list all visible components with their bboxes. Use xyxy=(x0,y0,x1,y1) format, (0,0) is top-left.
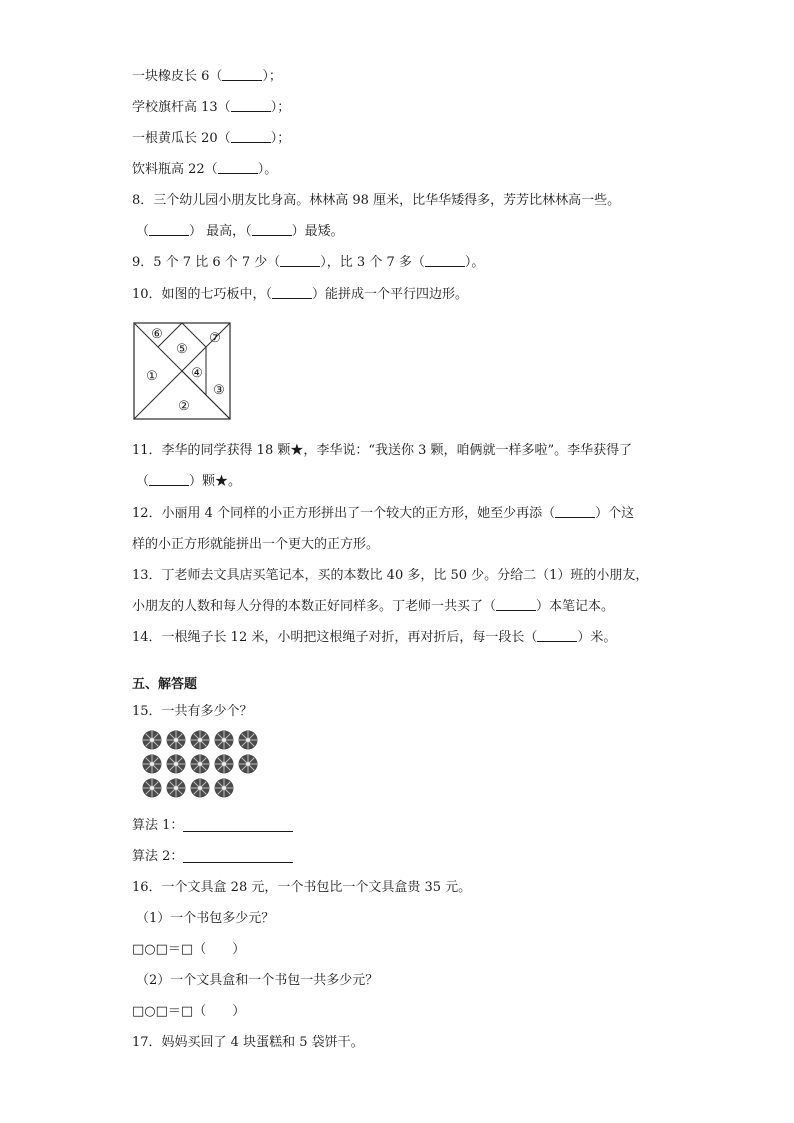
unit-item-bottle xyxy=(132,161,277,179)
tangram-figure xyxy=(133,322,233,422)
method-1 xyxy=(132,817,293,835)
text: 算法 2： xyxy=(132,849,184,864)
unit-item-cucumber xyxy=(132,130,290,148)
answer-blank[interactable] xyxy=(149,223,189,236)
flower-badge-icon xyxy=(190,754,210,774)
answer-blank[interactable] xyxy=(252,223,292,236)
question-11-answer xyxy=(136,473,241,491)
unit-item-eraser xyxy=(132,68,282,86)
flower-badge-icon xyxy=(214,730,234,750)
answer-blank[interactable] xyxy=(272,286,312,299)
flower-badge-icon xyxy=(142,778,162,798)
answer-blank[interactable] xyxy=(231,130,271,143)
text: （ xyxy=(136,224,150,239)
question-8: 8．三个幼儿园小朋友比身高。林林高 98 厘米，比华华矮得多，芳芳比林林高一些。 xyxy=(132,193,621,208)
text: 小朋友的人数和每人分得的本数正好同样多。丁老师一共买了（ xyxy=(132,599,497,614)
answer-blank[interactable] xyxy=(496,598,536,611)
text: 算法 1： xyxy=(132,818,184,833)
text: 学校旗杆高 13（ xyxy=(132,100,231,115)
tangram-label: ③ xyxy=(213,383,225,398)
answer-line[interactable] xyxy=(183,817,293,832)
flower-badge-icon xyxy=(190,730,210,750)
text: ）颗★。 xyxy=(189,474,242,489)
answer-blank[interactable] xyxy=(149,473,189,486)
question-17: 17．妈妈买回了 4 块蛋糕和 5 袋饼干。 xyxy=(132,1035,364,1050)
answer-blank[interactable] xyxy=(537,629,577,642)
text: ）； xyxy=(270,100,291,115)
question-12 xyxy=(132,505,634,523)
equation-line[interactable]: □○□＝□（ ） xyxy=(132,1004,246,1019)
flower-badge-icon xyxy=(166,730,186,750)
flower-badge-icon xyxy=(142,730,162,750)
question-11: 11．李华的同学获得 18 颗★，李华说：“我送你 3 颗，咱俩就一样多啦”。李华获得了 xyxy=(132,443,633,458)
question-14 xyxy=(132,629,616,647)
answer-blank[interactable] xyxy=(218,161,258,174)
question-13: 13．丁老师去文具店买笔记本，买的本数比 40 多，比 50 少。分给二（1）班的小朋友， xyxy=(132,568,649,583)
badge-row xyxy=(142,778,272,798)
text: ）； xyxy=(262,69,282,84)
text: 一根黄瓜长 20（ xyxy=(132,131,231,146)
tangram-label: ② xyxy=(178,399,190,414)
text: ）本笔记本。 xyxy=(536,599,615,614)
question-12-cont: 样的小正方形就能拼出一个更大的正方形。 xyxy=(132,537,380,552)
equation-line[interactable]: □○□＝□（ ） xyxy=(132,942,246,957)
answer-blank[interactable] xyxy=(222,68,262,81)
text: ）。 xyxy=(257,162,278,177)
text: 一块橡皮长 6（ xyxy=(132,69,223,84)
tangram-label: ⑥ xyxy=(151,327,163,342)
unit-item-flagpole xyxy=(132,99,290,117)
flower-badge-icon xyxy=(190,778,210,798)
tangram-label: ⑦ xyxy=(209,331,221,346)
question-15: 15．一共有多少个？ xyxy=(132,704,253,719)
question-16: 16．一个文具盒 28 元，一个书包比一个文具盒贵 35 元。 xyxy=(132,880,472,895)
answer-blank[interactable] xyxy=(280,254,320,267)
section-heading: 五、解答题 xyxy=(132,677,198,692)
text: 饮料瓶高 22（ xyxy=(132,162,218,177)
text: 12．小丽用 4 个同样的小正方形拼出了一个较大的正方形，她至少再添（ xyxy=(132,506,556,521)
question-8-answer xyxy=(136,223,344,241)
flower-badge-icon xyxy=(166,754,186,774)
flower-badge-icon xyxy=(214,754,234,774)
flower-badge-icon xyxy=(142,754,162,774)
badge-group xyxy=(142,730,272,802)
tangram-label: ⑤ xyxy=(176,342,188,357)
flower-badge-icon xyxy=(238,754,258,774)
text: ）。 xyxy=(464,255,485,270)
method-2 xyxy=(132,848,293,866)
question-16-part2: （2）一个文具盒和一个书包一共多少元？ xyxy=(136,973,379,988)
tangram-label: ① xyxy=(146,369,158,384)
text: ），比 3 个 7 多（ xyxy=(320,255,425,270)
tangram-label: ④ xyxy=(191,366,203,381)
question-13-cont xyxy=(132,598,614,616)
text: ）能拼成一个平行四边形。 xyxy=(312,287,469,302)
text: ）个这 xyxy=(595,506,635,521)
text: 10．如图的七巧板中，（ xyxy=(132,287,273,302)
text: ） 最高，（ xyxy=(189,224,252,239)
answer-line[interactable] xyxy=(183,848,293,863)
answer-blank[interactable] xyxy=(555,505,595,518)
badge-row xyxy=(142,754,272,774)
text: （ xyxy=(136,474,150,489)
question-10 xyxy=(132,286,468,304)
text: ）最矮。 xyxy=(291,224,344,239)
flower-badge-icon xyxy=(166,778,186,798)
question-9 xyxy=(132,254,484,272)
text: ）米。 xyxy=(577,630,617,645)
flower-badge-icon xyxy=(214,778,234,798)
answer-blank[interactable] xyxy=(231,99,271,112)
text: 9．5 个 7 比 6 个 7 少（ xyxy=(132,255,281,270)
text: ）； xyxy=(270,131,291,146)
badge-row xyxy=(142,730,272,750)
question-16-part1: （1）一个书包多少元？ xyxy=(136,911,275,926)
text: 14．一根绳子长 12 米，小明把这根绳子对折，再对折后，每一段长（ xyxy=(132,630,538,645)
flower-badge-icon xyxy=(238,730,258,750)
answer-blank[interactable] xyxy=(425,254,465,267)
